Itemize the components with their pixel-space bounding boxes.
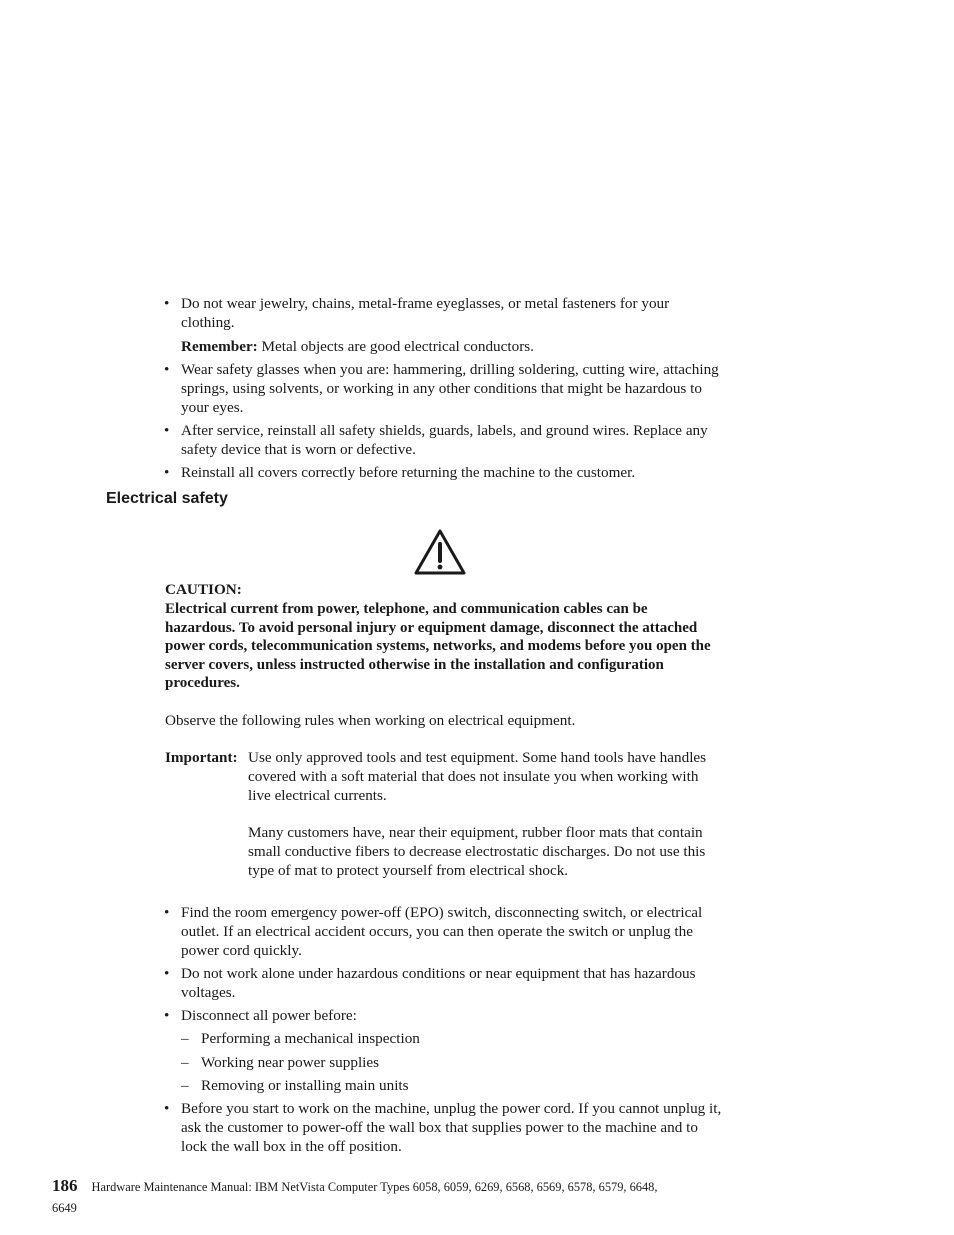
list-item-text: Do not work alone under hazardous conditions or near equipment that has hazardous voltages.	[181, 965, 696, 1001]
footer-title: Hardware Maintenance Manual: IBM NetVista Computer Types 6058, 6059, 6269, 6568, 6569, 6578, 6579, 6648,	[91, 1180, 658, 1194]
bullet-glyph: •	[164, 422, 170, 439]
list-item	[164, 1099, 724, 1156]
important-paragraph: Many customers have, near their equipment, rubber floor mats that contain small conductive fibers to decrease electrostatic discharges. Do not use this type of mat to protect yourself from electrical shock.	[248, 824, 706, 879]
intro-text: Observe the following rules when working on electrical equipment.	[165, 712, 576, 729]
list-item-text: Reinstall all covers correctly before returning the machine to the customer.	[181, 464, 636, 481]
list-item	[164, 360, 724, 417]
footer-title-continued: 6649	[52, 1201, 77, 1215]
list-item-text: Do not wear jewelry, chains, metal-frame eyeglasses, or metal fasteners for your clothing.	[181, 295, 670, 331]
remember-text: Metal objects are good electrical conductors.	[261, 338, 534, 355]
list-item-text: Disconnect all power before:	[181, 1007, 357, 1024]
important-paragraph: Use only approved tools and test equipment. Some hand tools have handles covered with a soft material that does not insulate you when working with live electrical currents.	[248, 749, 707, 804]
list-item	[164, 964, 724, 1002]
dash-glyph: –	[181, 1030, 189, 1047]
list-item-text: After service, reinstall all safety shields, guards, labels, and ground wires. Replace any safety device that is worn or defective.	[181, 422, 708, 458]
list-item-text: Find the room emergency power-off (EPO) switch, disconnecting switch, or electrical outlet. If an electrical accident occurs, you can then operate the switch or unplug the power cord quickly.	[181, 904, 703, 959]
bullet-glyph: •	[164, 1007, 170, 1024]
bullet-glyph: •	[164, 965, 170, 982]
sub-list-item	[181, 1053, 379, 1072]
warning-triangle-icon	[414, 529, 466, 575]
bullet-glyph: •	[164, 464, 170, 481]
bullet-glyph: •	[164, 361, 170, 378]
sub-list-item-text: Performing a mechanical inspection	[201, 1030, 420, 1047]
list-item	[164, 294, 724, 332]
bullet-glyph: •	[164, 1100, 170, 1117]
list-item	[164, 421, 724, 459]
remember-note	[181, 337, 721, 356]
sub-list-item	[181, 1076, 409, 1095]
list-item	[164, 1006, 724, 1025]
important-label: Important:	[165, 749, 238, 766]
section-heading: Electrical safety	[106, 490, 228, 507]
dash-glyph: –	[181, 1077, 189, 1094]
sub-list-item-text: Removing or installing main units	[201, 1077, 409, 1094]
list-item	[164, 463, 744, 482]
list-item	[164, 903, 724, 960]
list-item-text: Wear safety glasses when you are: hammering, drilling soldering, cutting wire, attaching springs, using solvents, or working in any other conditions that might be hazardous to your eyes.	[181, 361, 719, 416]
remember-label: Remember:	[181, 338, 258, 355]
caution-text: Electrical current from power, telephone, and communication cables can be hazardous. To avoid personal injury or equipment damage, disconnect the attached power cords, telecommunication systems, networks, and modems before you open the server covers, unless instructed otherwise in the installation and configuration procedures.	[165, 601, 711, 692]
bullet-glyph: •	[164, 295, 170, 312]
dash-glyph: –	[181, 1054, 189, 1071]
sub-list-item-text: Working near power supplies	[201, 1054, 380, 1071]
bullet-glyph: •	[164, 904, 170, 921]
caution-label: CAUTION:	[165, 581, 242, 598]
page-footer	[52, 1176, 657, 1197]
page-number: 186	[52, 1176, 78, 1195]
sub-list-item	[181, 1029, 420, 1048]
list-item-text: Before you start to work on the machine, unplug the power cord. If you cannot unplug it, ask the customer to power-off the wall box that supplies power to the machine and to lock the wall box in the off position.	[181, 1100, 722, 1155]
